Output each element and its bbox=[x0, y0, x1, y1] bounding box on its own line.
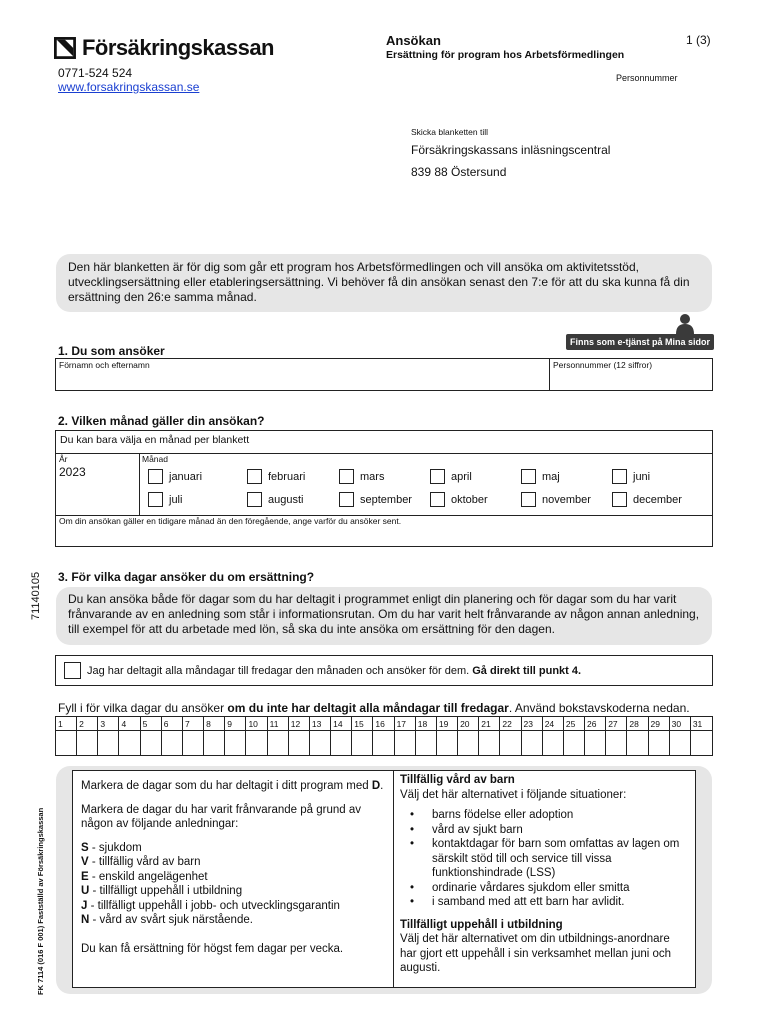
day-cell[interactable] bbox=[268, 717, 289, 755]
month-checkbox[interactable] bbox=[430, 469, 445, 484]
mark-absent-text: Markera de dagar du har varit frånvarande på grund av någon av följande anledningar: bbox=[81, 803, 361, 830]
day-cell[interactable] bbox=[522, 717, 543, 755]
day-number: 23 bbox=[522, 717, 542, 731]
day-cell[interactable] bbox=[119, 717, 140, 755]
month-option-augusti[interactable]: augusti bbox=[247, 492, 303, 507]
late-reason-field[interactable] bbox=[56, 515, 712, 546]
intro-info-box: Den här blanketten är för dig som går ett program hos Arbetsförmedlingen och vill ansöka om aktivitetsstöd, utvecklingsersättning eller etableringsersättning. Vi behöver få din ansökan senast den 7:e för att du ska kunna få din ersättning den 26:e samma månad. bbox=[56, 254, 712, 312]
day-cell[interactable] bbox=[162, 717, 183, 755]
month-option-februari[interactable]: februari bbox=[247, 469, 305, 484]
month-option-mars[interactable]: mars bbox=[339, 469, 384, 484]
day-cell[interactable] bbox=[395, 717, 416, 755]
day-number: 17 bbox=[395, 717, 415, 731]
day-number: 14 bbox=[331, 717, 351, 731]
day-number: 2 bbox=[77, 717, 97, 731]
code-item: N - vård av svårt sjuk närstående. bbox=[81, 914, 253, 926]
month-option-september[interactable]: september bbox=[339, 492, 412, 507]
day-cell[interactable] bbox=[310, 717, 331, 755]
day-number: 3 bbox=[98, 717, 118, 731]
month-checkbox[interactable] bbox=[521, 469, 536, 484]
day-cell[interactable] bbox=[670, 717, 691, 755]
month-box bbox=[55, 430, 713, 547]
day-cell[interactable] bbox=[649, 717, 670, 755]
day-cell[interactable] bbox=[437, 717, 458, 755]
month-label: Månad bbox=[142, 454, 168, 464]
personnummer-field-label: Personnummer (12 siffror) bbox=[553, 360, 653, 370]
month-option-december[interactable]: december bbox=[612, 492, 682, 507]
send-to-label: Skicka blanketten till bbox=[411, 127, 489, 137]
month-option-juli[interactable]: juli bbox=[148, 492, 182, 507]
day-cell[interactable] bbox=[564, 717, 585, 755]
day-number: 31 bbox=[691, 717, 712, 731]
day-number: 20 bbox=[458, 717, 478, 731]
day-number: 8 bbox=[204, 717, 224, 731]
month-checkbox[interactable] bbox=[521, 492, 536, 507]
month-checkbox[interactable] bbox=[247, 469, 262, 484]
day-number: 28 bbox=[627, 717, 647, 731]
legend-codes-column bbox=[73, 771, 394, 987]
all-days-checkbox[interactable] bbox=[64, 662, 81, 679]
code-item: J - tillfälligt uppehåll i jobb- och utvecklingsgarantin bbox=[81, 899, 340, 912]
e-service-badge[interactable]: Finns som e-tjänst på Mina sidor bbox=[566, 334, 714, 350]
day-number: 19 bbox=[437, 717, 457, 731]
send-to-address-line2: 839 88 Östersund bbox=[411, 165, 507, 179]
name-field[interactable] bbox=[56, 359, 550, 390]
logo bbox=[54, 34, 274, 62]
day-number: 9 bbox=[225, 717, 245, 731]
person-icon bbox=[676, 314, 694, 334]
day-cell[interactable] bbox=[606, 717, 627, 755]
code-item: V - tillfällig vård av barn bbox=[81, 856, 201, 868]
vab-bullet-item: • barns födelse eller adoption bbox=[408, 808, 689, 823]
day-cell[interactable] bbox=[458, 717, 479, 755]
fill-instruction: Fyll i för vilka dagar du ansöker om du inte har deltagit alla måndagar till fredagar. Använd bokstavskoderna nedan. bbox=[58, 701, 690, 715]
day-cell[interactable] bbox=[585, 717, 606, 755]
day-cell[interactable] bbox=[98, 717, 119, 755]
page-number: 1 (3) bbox=[686, 33, 711, 47]
day-number: 13 bbox=[310, 717, 330, 731]
month-option-november[interactable]: november bbox=[521, 492, 591, 507]
vab-bullet-item: • i samband med att ett barn har avlidit. bbox=[408, 895, 689, 910]
day-number: 15 bbox=[352, 717, 372, 731]
section2-title: 2. Vilken månad gäller din ansökan? bbox=[58, 414, 265, 428]
day-cell[interactable] bbox=[56, 717, 77, 755]
website-link[interactable]: www.forsakringskassan.se bbox=[58, 80, 200, 94]
day-number: 21 bbox=[479, 717, 499, 731]
day-number: 7 bbox=[183, 717, 203, 731]
month-option-april[interactable]: april bbox=[430, 469, 472, 484]
day-cell[interactable] bbox=[373, 717, 394, 755]
vab-bullet-item: • vård av sjukt barn bbox=[408, 823, 689, 838]
day-number: 18 bbox=[416, 717, 436, 731]
mark-present-text: Markera de dagar som du har deltagit i ditt program med D. bbox=[81, 780, 384, 792]
month-checkbox[interactable] bbox=[612, 469, 627, 484]
day-cell[interactable] bbox=[141, 717, 162, 755]
header-personnummer-label: Personnummer bbox=[616, 73, 678, 83]
code-item: U - tillfälligt uppehåll i utbildning bbox=[81, 885, 243, 897]
month-option-oktober[interactable]: oktober bbox=[430, 492, 488, 507]
send-to-address-line1: Försäkringskassans inläsningscentral bbox=[411, 143, 611, 157]
legend-explanations-column bbox=[394, 771, 695, 987]
edu-text: Välj det här alternativet om din utbildnings-anordnare har gjort ett uppehåll i sin verksamhet mellan juni och augusti. bbox=[400, 933, 672, 974]
day-cell[interactable] bbox=[183, 717, 204, 755]
day-cell[interactable] bbox=[331, 717, 352, 755]
day-cell[interactable] bbox=[500, 717, 521, 755]
day-cell[interactable] bbox=[204, 717, 225, 755]
day-number: 4 bbox=[119, 717, 139, 731]
section3-title: 3. För vilka dagar ansöker du om ersättning? bbox=[58, 570, 315, 584]
vab-bullet-item: • ordinarie vårdares sjukdom eller smitta bbox=[408, 881, 689, 896]
month-checkbox[interactable] bbox=[339, 469, 354, 484]
month-option-januari[interactable]: januari bbox=[148, 469, 202, 484]
form-code: 71140105 bbox=[30, 571, 42, 620]
section1-title: 1. Du som ansöker bbox=[58, 344, 165, 358]
code-list bbox=[81, 841, 385, 928]
day-number: 1 bbox=[56, 717, 76, 731]
logo-text: Försäkringskassan bbox=[81, 35, 274, 60]
code-item: E - enskild angelägenhet bbox=[81, 870, 208, 883]
month-checkbox[interactable] bbox=[247, 492, 262, 507]
code-item: S - sjukdom bbox=[81, 841, 142, 854]
day-cell[interactable] bbox=[289, 717, 310, 755]
day-cell[interactable] bbox=[691, 717, 712, 755]
day-number: 6 bbox=[162, 717, 182, 731]
day-cell[interactable] bbox=[225, 717, 246, 755]
day-number: 5 bbox=[141, 717, 161, 731]
day-grid bbox=[55, 716, 713, 756]
month-checkbox[interactable] bbox=[430, 492, 445, 507]
day-number: 11 bbox=[268, 717, 288, 731]
day-number: 12 bbox=[289, 717, 309, 731]
day-cell[interactable] bbox=[77, 717, 98, 755]
day-number: 25 bbox=[564, 717, 584, 731]
month-checkbox[interactable] bbox=[148, 492, 163, 507]
month-checkbox[interactable] bbox=[339, 492, 354, 507]
edu-title: Tillfälligt uppehåll i utbildning bbox=[400, 918, 563, 931]
day-number: 16 bbox=[373, 717, 393, 731]
all-days-option[interactable] bbox=[55, 655, 713, 686]
day-cell[interactable] bbox=[352, 717, 373, 755]
month-checkbox[interactable] bbox=[148, 469, 163, 484]
applicant-box bbox=[55, 358, 713, 391]
day-number: 27 bbox=[606, 717, 626, 731]
forsakringskassan-logo-icon bbox=[54, 36, 76, 60]
month-checkbox[interactable] bbox=[612, 492, 627, 507]
day-number: 24 bbox=[543, 717, 563, 731]
all-days-instruction: Gå direkt till punkt 4. bbox=[472, 664, 582, 677]
day-number: 26 bbox=[585, 717, 605, 731]
late-reason-label: Om din ansökan gäller en tidigare månad än den föregående, ange varför du ansöker sent. bbox=[59, 516, 402, 526]
vab-title: Tillfällig vård av barn bbox=[400, 774, 515, 786]
month-option-maj[interactable]: maj bbox=[521, 469, 560, 484]
vab-bullet-list bbox=[408, 808, 689, 910]
all-days-text: Jag har deltagit alla måndagar till fredagar den månaden och ansöker för dem. bbox=[87, 664, 470, 677]
personnummer-field[interactable] bbox=[550, 359, 712, 390]
year-label: År bbox=[59, 454, 68, 464]
year-field bbox=[56, 454, 140, 516]
day-number: 10 bbox=[246, 717, 266, 731]
day-cell[interactable] bbox=[627, 717, 648, 755]
form-subtitle: Ersättning för program hos Arbetsförmedlingen bbox=[386, 49, 625, 61]
day-cell[interactable] bbox=[246, 717, 267, 755]
max-days-text: Du kan få ersättning för högst fem dagar per vecka. bbox=[81, 942, 344, 955]
month-note: Du kan bara välja en månad per blankett bbox=[56, 431, 712, 454]
form-title: Ansökan bbox=[386, 33, 441, 48]
form-footer-code: FK 7114 (016 F 001) Fastställd av Försäkringskassan bbox=[36, 807, 45, 995]
day-number: 22 bbox=[500, 717, 520, 731]
year-value: 2023 bbox=[59, 465, 86, 479]
day-number: 30 bbox=[670, 717, 690, 731]
phone-number: 0771-524 524 bbox=[58, 66, 133, 80]
month-option-juni[interactable]: juni bbox=[612, 469, 650, 484]
name-field-label: Förnamn och efternamn bbox=[59, 360, 150, 370]
day-cell[interactable] bbox=[479, 717, 500, 755]
day-cell[interactable] bbox=[416, 717, 437, 755]
section3-info-box: Du kan ansöka både för dagar som du har deltagit i programmet enligt din planering och för dagar som du har varit frånvarande av en anledning som står i informationsrutan. Om du har varit helt frånvarande av någon annan anledning, till exempel för att du arbetade med lön, så ska du inte ansöka om ersättning för den dagen. bbox=[56, 587, 712, 645]
day-cell[interactable] bbox=[543, 717, 564, 755]
vab-intro: Välj det här alternativet i följande situationer: bbox=[400, 788, 627, 801]
legend-box bbox=[72, 770, 696, 988]
vab-bullet-item: • kontaktdagar för barn som omfattas av lagen om särskilt stöd till och service till vissa funktionshindrade (LSS) bbox=[408, 837, 689, 881]
day-number: 29 bbox=[649, 717, 669, 731]
